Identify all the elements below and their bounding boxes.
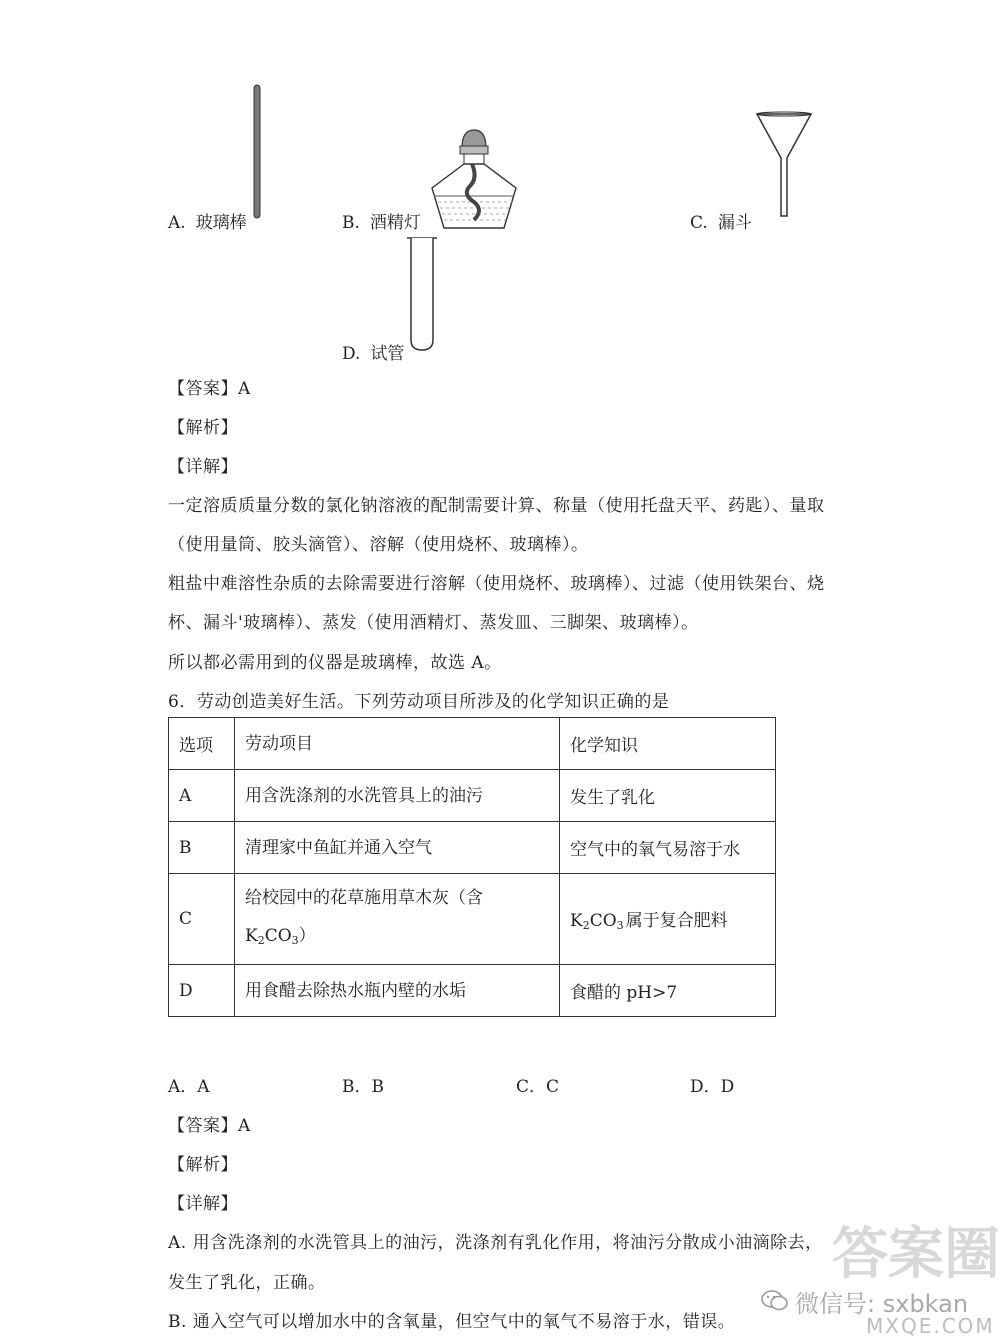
project-line: 给校园中的花草施用草木灰（含	[245, 887, 483, 908]
table-header-row	[169, 718, 776, 770]
table-cell-option: B	[169, 822, 235, 874]
formula-subscript: 2	[582, 919, 590, 932]
glass-rod-icon	[250, 84, 264, 220]
table-cell-project	[235, 874, 560, 965]
formula-subscript: 3	[291, 933, 299, 947]
q6-answer: 【答案】A	[168, 1116, 251, 1136]
watermark-logo: 答案圈	[832, 1222, 1000, 1287]
watermark-site: MXQE.COM	[866, 1314, 995, 1338]
formula-subscript: 2	[257, 933, 265, 947]
test-tube-icon	[405, 236, 439, 354]
q5-explanation-line: 一定溶质质量分数的氯化钠溶液的配制需要计算、称量（使用托盘天平、药匙）、量取	[168, 496, 825, 516]
option-text: 试管	[370, 344, 405, 364]
funnel-icon	[754, 110, 814, 220]
choice-b: B．B	[342, 1077, 384, 1097]
option-b	[342, 208, 421, 233]
table-cell-project: 用食醋去除热水瓶内壁的水垢	[235, 965, 560, 1017]
table-row	[169, 822, 776, 874]
table-cell-option: D	[169, 965, 235, 1017]
table-cell-knowledge: 食醋的 pH>7	[560, 965, 776, 1017]
option-text: 玻璃棒	[195, 213, 247, 233]
formula-subscript: 3	[616, 919, 624, 932]
choice-d: D．D	[690, 1077, 735, 1097]
table-row	[169, 874, 776, 965]
wechat-icon	[760, 1288, 790, 1314]
q6-stem: 6．劳动创造美好生活。下列劳动项目所涉及的化学知识正确的是	[168, 692, 670, 712]
q5-answer: 【答案】A	[168, 379, 251, 399]
table-cell-knowledge	[560, 874, 776, 965]
table-cell-project: 用含洗涤剂的水洗管具上的油污	[235, 770, 560, 822]
q5-analysis-heading: 【解析】	[168, 418, 238, 438]
option-text: 漏斗	[717, 213, 752, 233]
option-c	[690, 208, 752, 233]
formula-part: CO	[264, 925, 292, 946]
q6-explanation-line: B. 通入空气可以增加水中的含氧量，但空气中的氧气不易溶于水，错误。	[168, 1312, 736, 1332]
q6-detail-heading: 【详解】	[168, 1194, 238, 1214]
q5-detail-heading: 【详解】	[168, 457, 238, 477]
table-header: 选项	[169, 718, 235, 770]
option-letter: B.	[342, 213, 360, 233]
option-text: 酒精灯	[369, 213, 421, 233]
watermark-wechat-id: 微信号: sxbkan	[795, 1290, 969, 1318]
table-cell-project: 清理家中鱼缸并通入空气	[235, 822, 560, 874]
formula-part: ）	[298, 925, 316, 946]
option-a	[168, 208, 247, 233]
formula-part: K	[245, 925, 258, 946]
q6-analysis-heading: 【解析】	[168, 1155, 238, 1175]
table-cell-knowledge: 发生了乳化	[560, 770, 776, 822]
option-letter: D.	[342, 344, 361, 364]
table-row	[169, 965, 776, 1017]
option-letter: A.	[168, 213, 186, 233]
choice-a: A．A	[168, 1077, 210, 1097]
alcohol-lamp-icon	[426, 128, 522, 234]
q5-explanation-line: 杯、漏斗'玻璃棒）、蒸发（使用酒精灯、蒸发皿、三脚架、玻璃棒）。	[168, 613, 699, 633]
option-letter: C.	[690, 213, 708, 233]
q6-table	[168, 717, 776, 1017]
table-header: 化学知识	[560, 718, 776, 770]
table-cell-knowledge: 空气中的氧气易溶于水	[560, 822, 776, 874]
table-header: 劳动项目	[235, 718, 560, 770]
table-row	[169, 770, 776, 822]
option-d	[342, 339, 404, 364]
q6-explanation-line: A. 用含洗涤剂的水洗管具上的油污，洗涤剂有乳化作用，将油污分散成小油滴除去，	[168, 1233, 823, 1253]
formula-part: 属于复合肥料	[625, 911, 728, 931]
formula-part: K	[570, 911, 583, 931]
project-line	[245, 917, 549, 960]
q5-explanation-line: （使用量筒、胶头滴管）、溶解（使用烧杯、玻璃棒）。	[168, 535, 589, 555]
table-cell-option: C	[169, 874, 235, 965]
q5-explanation-line: 所以都必需用到的仪器是玻璃棒，故选 A。	[168, 653, 502, 673]
choice-c: C．C	[516, 1077, 560, 1097]
table-cell-option: A	[169, 770, 235, 822]
q6-explanation-line: 发生了乳化，正确。	[168, 1273, 326, 1293]
formula-part: CO	[589, 911, 617, 931]
q5-explanation-line: 粗盐中难溶性杂质的去除需要进行溶解（使用烧杯、玻璃棒）、过滤（使用铁架台、烧	[168, 574, 825, 594]
